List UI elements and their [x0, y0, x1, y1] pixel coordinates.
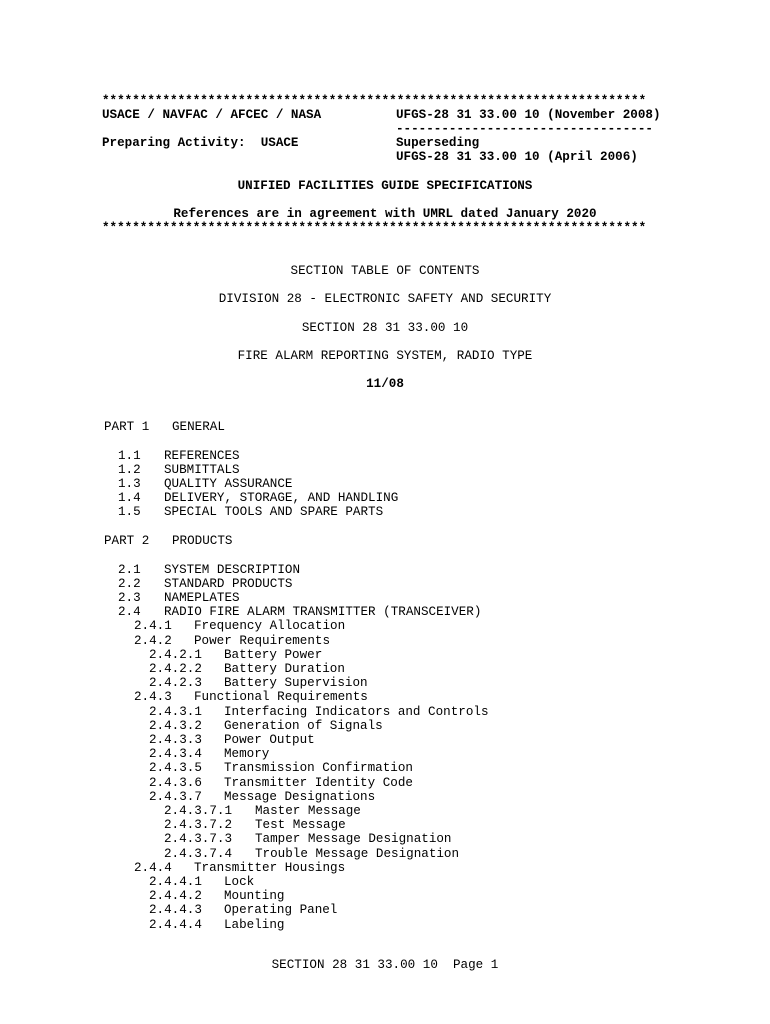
toc-entry-number: 1.4 — [118, 491, 141, 505]
toc-entry-title: RADIO FIRE ALARM TRANSMITTER (TRANSCEIVER) — [164, 605, 482, 619]
toc-entry-title: Master Message — [255, 804, 361, 818]
toc-entry-number: 2.3 — [118, 591, 141, 605]
toc-entry-number: 2.4.3.3 — [149, 733, 202, 747]
toc-entry-title: Functional Requirements — [194, 690, 368, 704]
toc-entry-title: Battery Supervision — [224, 676, 368, 690]
section-name: FIRE ALARM REPORTING SYSTEM, RADIO TYPE — [237, 349, 533, 363]
toc-entry-title: SYSTEM DESCRIPTION — [164, 563, 301, 577]
toc-entry-title: Battery Power — [224, 648, 323, 662]
toc-entry-number: 2.4.3.7.4 — [164, 847, 233, 861]
toc-entry-number: 2.4.3.7.1 — [164, 804, 233, 818]
part-title: PRODUCTS — [172, 534, 233, 548]
toc-entry-number: 2.4.2.2 — [149, 662, 202, 676]
toc-entry-number: 2.4.3 — [134, 690, 172, 704]
toc-entry-number: 2.4.4 — [134, 861, 172, 875]
page-footer: SECTION 28 31 33.00 10 Page 1 — [271, 958, 499, 972]
header-rule: ---------------------------------- — [396, 122, 653, 136]
toc-entry-title: Generation of Signals — [224, 719, 383, 733]
toc-entry-title: SPECIAL TOOLS AND SPARE PARTS — [164, 505, 384, 519]
header-ufgs-code: UFGS-28 31 33.00 10 (November 2008) — [396, 108, 661, 122]
toc-entry-title: Trouble Message Designation — [255, 847, 460, 861]
part-number: PART 2 — [104, 534, 150, 548]
references-note: References are in agreement with UMRL dated January 2020 — [173, 207, 597, 221]
section-date: 11/08 — [366, 377, 404, 391]
division-title: DIVISION 28 - ELECTRONIC SAFETY AND SECURITY — [218, 292, 552, 306]
toc-entry-title: Transmitter Identity Code — [224, 776, 413, 790]
toc-entry-number: 2.2 — [118, 577, 141, 591]
toc-entry-number: 2.4.4.2 — [149, 889, 202, 903]
toc-entry-number: 2.4.2.3 — [149, 676, 202, 690]
toc-entry-number: 2.4 — [118, 605, 141, 619]
header-organizations: USACE / NAVFAC / AFCEC / NASA — [102, 108, 322, 122]
part-title: GENERAL — [172, 420, 225, 434]
toc-entry-title: QUALITY ASSURANCE — [164, 477, 293, 491]
toc-entry-title: Labeling — [224, 918, 285, 932]
toc-entry-number: 2.1 — [118, 563, 141, 577]
toc-entry-title: DELIVERY, STORAGE, AND HANDLING — [164, 491, 399, 505]
toc-entry-number: 2.4.3.7 — [149, 790, 202, 804]
toc-entry-title: Tamper Message Designation — [255, 832, 452, 846]
toc-entry-number: 1.5 — [118, 505, 141, 519]
toc-entry-title: Mounting — [224, 889, 285, 903]
toc-entry-title: Battery Duration — [224, 662, 345, 676]
toc-entry-title: NAMEPLATES — [164, 591, 240, 605]
toc-entry-title: Lock — [224, 875, 255, 889]
toc-entry-number: 1.2 — [118, 463, 141, 477]
toc-entry-number: 2.4.3.1 — [149, 705, 202, 719]
header-stars-bottom: ************************************************************************ — [102, 221, 647, 235]
toc-entry-title: Test Message — [255, 818, 346, 832]
toc-entry-title: Transmitter Housings — [194, 861, 346, 875]
toc-entry-number: 2.4.1 — [134, 619, 172, 633]
toc-entry-number: 2.4.3.7.3 — [164, 832, 233, 846]
toc-entry-title: SUBMITTALS — [164, 463, 240, 477]
toc-entry-title: Frequency Allocation — [194, 619, 346, 633]
section-number: SECTION 28 31 33.00 10 — [301, 321, 469, 335]
toc-entry-title: Transmission Confirmation — [224, 761, 413, 775]
toc-entry-title: REFERENCES — [164, 449, 240, 463]
ufgs-title: UNIFIED FACILITIES GUIDE SPECIFICATIONS — [237, 179, 533, 193]
superseded-code: UFGS-28 31 33.00 10 (April 2006) — [396, 150, 638, 164]
toc-entry-title: Power Requirements — [194, 634, 331, 648]
toc-entry-number: 2.4.2.1 — [149, 648, 202, 662]
part-number: PART 1 — [104, 420, 150, 434]
preparing-activity: Preparing Activity: USACE — [102, 136, 299, 150]
toc-entry-title: Interfacing Indicators and Controls — [224, 705, 489, 719]
toc-entry-number: 2.4.4.4 — [149, 918, 202, 932]
toc-entry-number: 2.4.4.3 — [149, 903, 202, 917]
superseding-label: Superseding — [396, 136, 480, 150]
toc-entry-title: STANDARD PRODUCTS — [164, 577, 293, 591]
toc-entry-number: 2.4.3.7.2 — [164, 818, 233, 832]
toc-entry-number: 2.4.2 — [134, 634, 172, 648]
toc-entry-title: Memory — [224, 747, 270, 761]
toc-entry-title: Power Output — [224, 733, 315, 747]
toc-entry-number: 2.4.3.4 — [149, 747, 202, 761]
toc-entry-number: 2.4.4.1 — [149, 875, 202, 889]
toc-entry-number: 2.4.3.6 — [149, 776, 202, 790]
toc-entry-number: 1.3 — [118, 477, 141, 491]
header-stars-top: ************************************************************************ — [102, 94, 647, 108]
toc-entry-number: 2.4.3.5 — [149, 761, 202, 775]
toc-entry-number: 2.4.3.2 — [149, 719, 202, 733]
toc-entry-title: Message Designations — [224, 790, 376, 804]
toc-title: SECTION TABLE OF CONTENTS — [290, 264, 480, 278]
toc-entry-title: Operating Panel — [224, 903, 338, 917]
toc-entry-number: 1.1 — [118, 449, 141, 463]
